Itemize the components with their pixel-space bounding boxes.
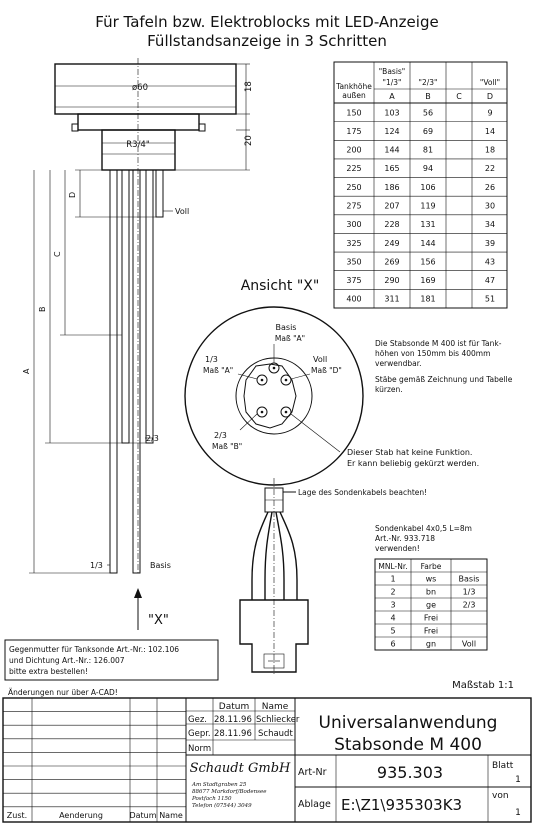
dt-cell: 186: [384, 182, 400, 192]
dt-cell: 56: [422, 108, 434, 118]
dt-h-aussen: außen: [342, 91, 366, 100]
tb-gepr-name: Schaudt: [258, 729, 293, 739]
wt-h-mnl: MNL-Nr.: [378, 562, 408, 571]
dim-B: B: [38, 306, 47, 312]
wt-cell: 3: [390, 600, 396, 610]
title-block: [3, 698, 531, 822]
wire-table: [375, 559, 487, 650]
probe-side-view: [22, 58, 254, 630]
view-one-third: 1/3: [205, 355, 218, 364]
note-rods-2: kürzen.: [375, 385, 403, 394]
dt-cell: 156: [420, 257, 436, 267]
tb-gez-name: Schliecker: [256, 715, 300, 725]
note-probe-3: verwendbar.: [375, 359, 422, 368]
view-one-third-mass: Maß "A": [203, 366, 234, 375]
dt-cell: 18: [484, 145, 496, 155]
title-line-1: Für Tafeln bzw. Elektroblocks mit LED-Anzeige: [95, 13, 439, 31]
dt-cell: 22: [484, 164, 496, 174]
tb-gepr-date: 28.11.96: [214, 729, 252, 739]
scale: Maßstab 1:1: [452, 680, 514, 691]
wt-cell: Frei: [423, 626, 439, 636]
tb-von: 1: [515, 808, 521, 818]
note-nut-3: bitte extra bestellen!: [9, 667, 89, 676]
note-rods-1: Stäbe gemäß Zeichnung und Tabelle: [375, 375, 513, 384]
tb-gez: Gez.: [188, 715, 207, 725]
wt-cell: Frei: [423, 613, 439, 623]
hole-dot-2: [285, 379, 288, 382]
dt-cell: 94: [422, 164, 434, 174]
dim-diameter: ø60: [131, 83, 149, 93]
tb-von-label: von: [492, 791, 509, 801]
wt-cell: 2: [390, 587, 396, 597]
dt-cell: 175: [346, 127, 362, 136]
dt-h-voll: "Voll": [479, 78, 501, 87]
changes-note: Änderungen nur über A-CAD!: [8, 688, 118, 697]
dt-cell: 181: [420, 294, 436, 304]
dt-cell: 375: [346, 276, 362, 285]
view-two-thirds: 2/3: [214, 431, 227, 440]
rod-one-third: [122, 170, 129, 443]
dt-cell: 311: [384, 294, 400, 304]
view-voll: Voll: [313, 355, 328, 364]
label-two-thirds: 2/3: [146, 434, 159, 443]
dt-cell: 169: [420, 276, 436, 285]
wt-cell: 1: [390, 574, 396, 584]
dt-cell: 69: [422, 127, 434, 136]
view-voll-mass: Maß "D": [311, 366, 342, 375]
dt-cell: 290: [384, 276, 400, 285]
dt-cell: 30: [484, 201, 496, 211]
wt-cell: Voll: [461, 639, 477, 649]
dt-cell: 26: [484, 182, 496, 192]
probe-thread: [102, 130, 175, 170]
wt-cell: 5: [390, 626, 396, 636]
tb-ablage: E:\Z1\935303K3: [341, 796, 463, 814]
dt-h-one-third: "1/3": [382, 78, 402, 87]
wt-cell: ws: [425, 574, 437, 584]
leader-view-dummy: [291, 414, 340, 452]
dim-thread: R3/4": [126, 140, 150, 150]
note-cable-3: verwenden!: [375, 544, 420, 553]
wt-cell: 2/3: [462, 600, 476, 610]
view-arrow-head-icon: [134, 588, 142, 598]
tb-ablage-label: Ablage: [298, 799, 331, 810]
dt-cell: 81: [422, 145, 434, 155]
tb-name-col: Name: [159, 811, 183, 820]
hole-dot-3: [273, 367, 276, 370]
tb-gez-date: 28.11.96: [214, 715, 252, 725]
dt-cell: 150: [346, 108, 362, 118]
view-basis-mass: Maß "A": [274, 334, 306, 343]
note-probe-2: höhen von 150mm bis 400mm: [375, 349, 491, 358]
tb-art-label: Art-Nr: [298, 767, 327, 778]
dt-cell: 350: [346, 257, 362, 267]
rod-basis: [110, 170, 117, 573]
dt-letter-a: A: [389, 92, 395, 101]
dt-letter-b: B: [425, 92, 431, 101]
dt-cell: 39: [484, 238, 496, 248]
note-cable-position: Lage des Sondenkabels beachten!: [298, 488, 428, 497]
tb-datum: Datum: [218, 702, 250, 712]
dt-cell: 144: [420, 238, 436, 248]
tb-addr-1: Am Stadtgraben 25: [192, 782, 247, 788]
dt-cell: 269: [384, 257, 400, 267]
tb-aenderung: Aenderung: [59, 811, 103, 820]
tb-blatt-label: Blatt: [492, 761, 514, 771]
dt-cell: 165: [384, 164, 400, 174]
rod-voll: [156, 170, 163, 217]
view-x-inner-circle: [236, 358, 312, 434]
dt-cell: 325: [346, 238, 362, 248]
rod-two-thirds-short: [146, 170, 153, 443]
tb-company: Schaudt GmbH: [189, 761, 291, 776]
label-basis: Basis: [150, 561, 171, 570]
tb-revision-rows: [3, 712, 186, 807]
dt-cell: 9: [487, 108, 493, 118]
dt-cell: 275: [346, 201, 362, 211]
wt-cell: 1/3: [462, 587, 476, 597]
tb-art-nr: 935.303: [376, 763, 444, 782]
note-nut-1: Gegenmutter für Tanksonde Art.-Nr.: 102.106: [9, 645, 180, 654]
wt-cell: bn: [425, 587, 437, 597]
note-cable-2: Art.-Nr. 933.718: [375, 534, 436, 543]
wt-cell: gn: [425, 639, 437, 649]
dt-cell: 225: [346, 164, 362, 174]
tb-zust: Zust.: [6, 811, 28, 820]
probe-nut: [78, 114, 199, 130]
dt-cell: 300: [346, 220, 362, 230]
dimension-table: [334, 62, 507, 308]
note-nut-2: und Dichtung Art.-Nr.: 126.007: [9, 656, 125, 665]
tb-datum-col: Datum: [129, 811, 157, 820]
view-x-hex-body: [244, 364, 296, 428]
tb-norm: Norm: [188, 744, 212, 754]
tb-gepr: Gepr.: [188, 729, 211, 739]
view-basis: Basis: [275, 323, 297, 332]
view-two-thirds-mass: Maß "B": [212, 442, 243, 451]
tb-blatt: 1: [515, 775, 521, 785]
wire-3: [276, 512, 284, 600]
wt-h-farbe: Farbe: [420, 562, 442, 571]
wire-2: [265, 512, 272, 600]
wt-cell: 6: [390, 639, 396, 649]
wire-table-rows: [375, 572, 487, 649]
view-arrow-label: "X": [148, 613, 169, 628]
view-x-title: Ansicht "X": [240, 278, 320, 294]
tb-name: Name: [261, 702, 289, 712]
dt-letter-d: D: [486, 92, 494, 101]
rod-two-thirds: [133, 170, 140, 573]
note-probe-1: Die Stabsonde M 400 ist für Tank-: [375, 339, 502, 348]
label-voll: Voll: [175, 207, 190, 216]
title-line-2: Füllstandsanzeige in 3 Schritten: [147, 32, 387, 50]
dt-cell: 14: [484, 127, 496, 136]
dt-cell: 200: [346, 145, 362, 155]
dt-cell: 249: [384, 238, 400, 248]
dt-h-tankhoehe: Tankhöhe: [336, 82, 372, 91]
dt-cell: 106: [420, 182, 436, 192]
dim-18: 18: [244, 81, 254, 92]
note-no-function-1: Dieser Stab hat keine Funktion.: [347, 448, 473, 457]
label-one-third: 1/3: [90, 561, 103, 570]
cable-and-plug: [240, 478, 427, 676]
tb-addr-2: 88677 Markdorf/Bodensee: [192, 789, 267, 795]
wt-cell: Basis: [458, 574, 480, 584]
dim-C: C: [53, 251, 62, 257]
tb-addr-4: Telefon (07544) 3049: [192, 803, 252, 809]
dim-D: D: [68, 191, 77, 198]
dt-cell: 119: [420, 201, 436, 211]
dt-cell: 43: [484, 257, 496, 267]
dim-20: 20: [244, 135, 254, 146]
tb-title-1: Universalanwendung: [318, 713, 498, 733]
tb-addr-3: Postfach 1150: [192, 796, 232, 802]
nut-left-tab: [72, 124, 78, 131]
note-cable-1: Sondenkabel 4x0,5 L=8m: [375, 524, 472, 533]
dt-cell: 47: [484, 276, 496, 285]
wt-cell: ge: [426, 600, 436, 610]
nut-right-tab: [199, 124, 205, 131]
hole-dot-1: [261, 379, 264, 382]
dt-letter-c: C: [456, 92, 462, 101]
dt-cell: 207: [384, 201, 400, 211]
note-no-function-2: Er kann beliebig gekürzt werden.: [347, 459, 480, 468]
dt-cell: 131: [420, 220, 436, 230]
hole-dot-5: [285, 411, 288, 414]
dt-cell: 103: [384, 108, 400, 118]
dim-A: A: [22, 368, 31, 374]
dt-h-basis: "Basis": [378, 67, 406, 76]
dt-cell: 124: [384, 127, 400, 136]
dt-cell: 400: [346, 294, 362, 304]
dt-cell: 250: [346, 182, 362, 192]
dimension-table-rows: [334, 108, 507, 303]
hole-dot-4: [261, 411, 264, 414]
dt-cell: 34: [484, 220, 496, 230]
wt-cell: 4: [390, 613, 396, 623]
dt-cell: 144: [384, 145, 400, 155]
dt-h-two-thirds: "2/3": [418, 78, 438, 87]
dt-cell: 51: [484, 294, 496, 304]
tb-title-2: Stabsonde M 400: [334, 735, 482, 755]
dt-cell: 228: [384, 220, 400, 230]
